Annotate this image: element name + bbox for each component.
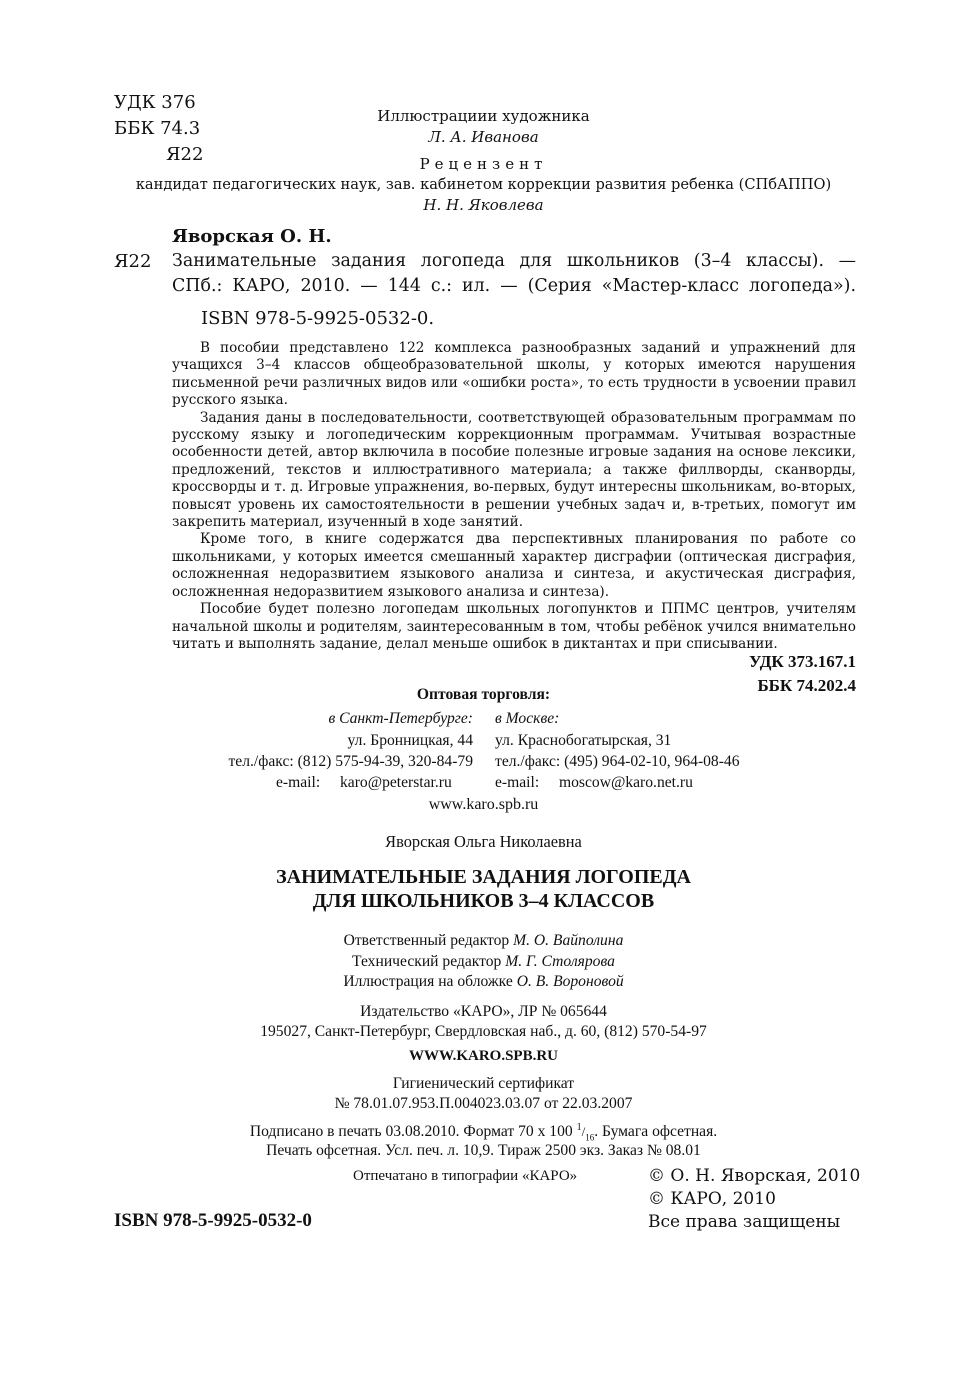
certificate-label: Гигиенический сертификат xyxy=(392,1075,575,1092)
bib-isbn: ISBN 978-5-9925-0532-0. xyxy=(201,308,435,329)
moscow-city: в Москве: xyxy=(495,710,560,727)
print-line1: Подписано в печать 03.08.2010. Формат 70 х 100 $^1/_{16}$. Бумага офсетная. xyxy=(249,1122,718,1143)
illustrations-line: Иллюстрациии художника xyxy=(377,107,590,125)
annotation-paragraph: Пособие будет полезно логопедам школьных логопунктов и ППМС центров, учителям начальной школы и родителям, заинтересованным в том, чтобы ребёнок учился внимательно читать и выполнять задание, делал меньше ошибок в диктантах и при списывании. xyxy=(172,601,856,652)
annotation xyxy=(172,340,856,653)
reviewer-name: Н. Н. Яковлева xyxy=(423,196,544,214)
imprint-title-line1: ЗАНИМАТЕЛЬНЫЕ ЗАДАНИЯ ЛОГОПЕДА xyxy=(276,866,691,888)
annotation-paragraph: Кроме того, в книге содержатся два перспективных планирования по работе со школьниками, у которых имеется смешанный характер дисграфии (оптическая дисграфия, осложненная недоразвитием языкового анализа и синтеза, и акустическая дисграфия, осложненная недоразвитием языкового анализа и синтеза). xyxy=(172,531,856,600)
tech-editor-line xyxy=(0,953,957,971)
certificate-number: № 78.01.07.953.П.004023.03.07 от 22.03.2007 xyxy=(334,1095,633,1112)
publisher-site[interactable]: WWW.KARO.SPB.RU xyxy=(408,1048,559,1064)
imprint-isbn: ISBN 978-5-9925-0532-0 xyxy=(114,1210,312,1231)
copyright-author: © О. Н. Яворская, 2010 xyxy=(648,1166,861,1186)
cover-line xyxy=(0,973,957,991)
moscow-email-line xyxy=(495,774,693,792)
editor-name: М. О. Вайполина xyxy=(513,932,624,949)
format-denominator: 16 xyxy=(585,1132,595,1143)
print-signed: Подписано в печать 03.08.2010. Формат 70 х 100 xyxy=(249,1123,573,1141)
spb-email[interactable]: karo@peterstar.ru xyxy=(340,774,452,791)
wholesale-heading: Оптовая торговля: xyxy=(416,686,551,703)
printed-at: Отпечатано в типографии «КАРО» xyxy=(353,1168,578,1184)
cover-artist: О. В. Вороновой xyxy=(516,973,624,990)
publisher-address: 195027, Санкт-Петербург, Свердловская наб., д. 60, (812) 570-54-97 xyxy=(260,1023,707,1040)
tech-editor-label: Технический редактор xyxy=(352,953,502,970)
all-rights-reserved: Все права защищены xyxy=(648,1212,841,1232)
spb-city: в Санкт-Петербурге: xyxy=(328,710,473,727)
email-label: e-mail: xyxy=(495,774,540,791)
annotation-paragraph: Задания даны в последовательности, соответствующей образовательным программам по русскому языку и логопедическим коррекционным программам. Учитывая возрастные особенности детей, автор включила в пособие полезные игровые задания на основе лексики, предложений, текстов и иллюстративного материала; а также филлворды, сканворды, кроссворды и т. д. Игровые упражнения, во-первых, будут интересны школьникам, во-вторых, повысят уровень их самостоятельности в решении учебных задач и, в-третьих, помогут им закрепить материал, изученный в ходе занятий. xyxy=(172,409,856,531)
tech-editor-name: М. Г. Столярова xyxy=(505,953,615,970)
moscow-email[interactable]: moscow@karo.net.ru xyxy=(559,774,693,791)
bib-author: Яворская О. Н. xyxy=(172,226,332,247)
imprint-title-line2: ДЛЯ ШКОЛЬНИКОВ 3–4 КЛАССОВ xyxy=(312,890,655,912)
print-paper: . Бумага офсетная. xyxy=(594,1123,718,1141)
udk-full: УДК 373.167.1 xyxy=(748,652,856,671)
email-label: e-mail: xyxy=(276,774,321,791)
publisher: Издательство «КАРО», ЛР № 065644 xyxy=(360,1003,607,1020)
udk-code: УДК 376 xyxy=(114,92,196,113)
bib-title-line2: СПб.: КАРО, 2010. — 144 с.: ил. — (Серия «Мастер-класс логопеда»). xyxy=(172,276,856,296)
author-full-name: Яворская Ольга Николаевна xyxy=(385,832,582,851)
editor-label: Ответственный редактор xyxy=(343,932,510,949)
reviewer-heading: Рецензент xyxy=(419,155,548,173)
moscow-phone: тел./факс: (495) 964-02-10, 964-08-46 xyxy=(495,753,740,770)
author-mark: Я22 xyxy=(166,144,204,165)
spb-phone: тел./факс: (812) 575-94-39, 320-84-79 xyxy=(228,753,473,770)
print-line2: Печать офсетная. Усл. печ. л. 10,9. Тираж 2500 экз. Заказ № 08.01 xyxy=(266,1142,701,1159)
reviewer-position: кандидат педагогических наук, зав. кабинетом коррекции развития ребенка (СПбАППО) xyxy=(135,176,832,193)
website[interactable]: www.karo.spb.ru xyxy=(428,796,539,813)
annotation-paragraph: В пособии представлено 122 комплекса разнообразных заданий и упражнений для учащихся 3–4 классов общеобразовательной школы, у которых имеются нарушения письменной речи различных видов или «ошибки роста», то есть трудности в усвоении правил русского языка. xyxy=(172,340,856,409)
format-numerator: 1 xyxy=(576,1122,582,1133)
bib-title-line1: Занимательные задания логопеда для школьников (3–4 классы). — xyxy=(172,251,856,271)
editor-line xyxy=(0,932,957,950)
copyright-publisher: © КАРО, 2010 xyxy=(648,1189,776,1209)
illustrator-name: Л. А. Иванова xyxy=(428,128,539,146)
cover-label: Иллюстрация на обложке xyxy=(343,973,513,990)
spb-address: ул. Бронницкая, 44 xyxy=(347,732,473,749)
spb-email-line xyxy=(276,774,452,792)
bib-code: Я22 xyxy=(114,251,152,272)
moscow-address: ул. Краснобогатырская, 31 xyxy=(495,732,672,749)
bbk-code: ББК 74.3 xyxy=(114,118,201,139)
bbk-full: ББК 74.202.4 xyxy=(757,676,856,695)
